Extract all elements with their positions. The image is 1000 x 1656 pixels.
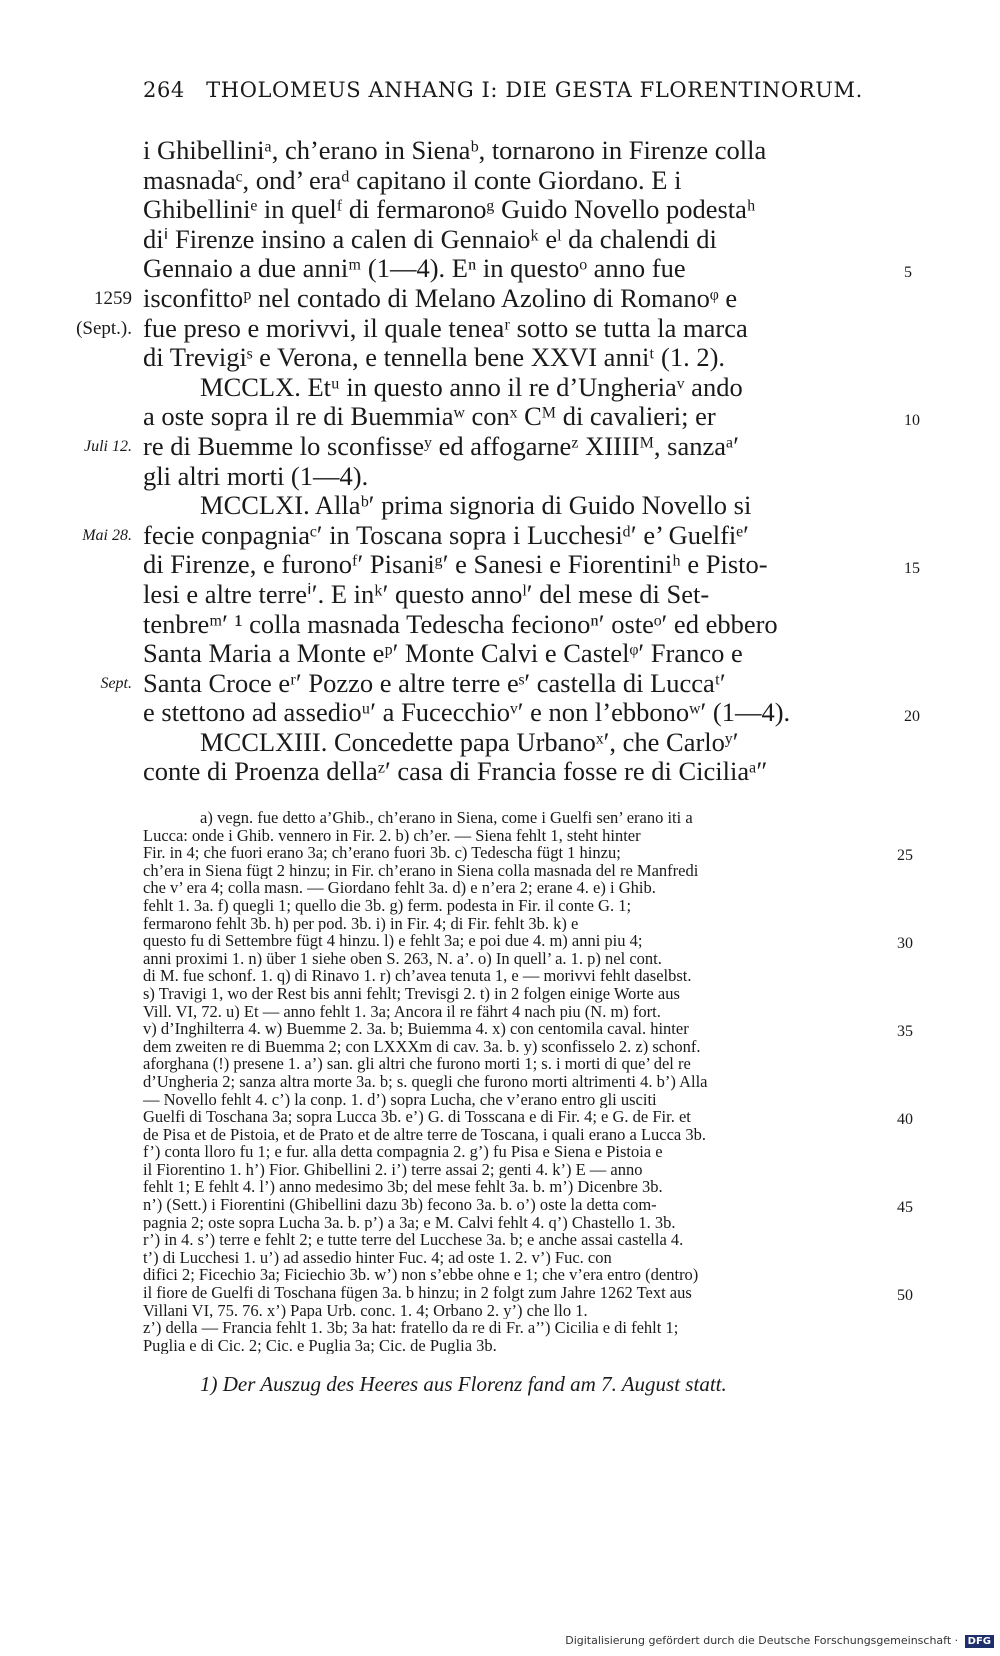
line-text: fehlt 1. 3a. f) quegli 1; quello die 3b. g) ferm. podesta in Fir. il conte G. 1; [143, 896, 632, 915]
line-number: 40 [897, 1111, 913, 1129]
line-text: Santa Maria a Monte eᵖ′ Monte Calvi e Castelᵠ′ Franco e [143, 639, 743, 669]
line-text: che v’ era 4; colla masn. — Giordano fehlt 3a. d) e n’era 2; erane 4. e) i Ghib. [143, 879, 656, 897]
line-number: 50 [897, 1287, 913, 1305]
text-line [0, 432, 1000, 462]
apparatus-line [0, 1108, 1000, 1129]
line-text: e stettono ad assedioᵘ′ a Fucecchioᵛ′ e non l’ebbonoʷ′ (1—4). [143, 698, 791, 728]
line-text: r’) in 4. s’) terre e fehlt 2; e tutte terre del Lucchese 3a. b; e anche assai castella 4. [143, 1231, 684, 1249]
apparatus-line [0, 862, 1000, 880]
line-text: conte di Proenza dellaᶻ′ casa di Francia fosse re di Ciciliaᵃ″ [143, 757, 768, 787]
apparatus-line [0, 1214, 1000, 1232]
line-text: fehlt 1; E fehlt 4. l’) anno medesimo 3b; del mese fehlt 3a. b. m’) Dicenbre 3b. [143, 1178, 663, 1197]
apparatus-line [0, 1284, 1000, 1305]
line-text: s) Travigi 1, wo der Rest bis anni fehlt; Trevisgi 2. t) in 2 folgen einige Worte aus [143, 984, 680, 1003]
text-line [0, 166, 1000, 196]
apparatus-line [0, 1091, 1000, 1109]
apparatus-line [0, 1266, 1000, 1284]
text-line [0, 402, 1000, 432]
line-text: Puglia e di Cic. 2; Cic. e Puglia 3a; Cic. de Puglia 3b. [143, 1336, 497, 1355]
text-line [0, 669, 1000, 699]
margin-date: Sept. [100, 674, 132, 692]
text-line [0, 284, 1000, 314]
margin-date: (Sept.). [76, 317, 132, 339]
line-number: 5 [904, 264, 912, 282]
line-text: aforghana (!) presene 1. a’) san. gli altri che furono morti 1; s. i morti di que’ del re [143, 1055, 691, 1073]
text-line [0, 136, 1000, 166]
line-text: Guelfi di Toschana 3a; sopra Lucca 3b. e’) G. di Tosscana e di Fir. 4; e G. de Fir. et [143, 1108, 691, 1126]
text-line [0, 314, 1000, 344]
line-text: Lucca: onde i Ghib. vennero in Fir. 2. b) ch’er. — Siena fehlt 1, steht hinter [143, 826, 641, 845]
line-text: t’) di Lucchesi 1. u’) ad assedio hinter Fuc. 4; ad oste 1. 2. v’) Fuc. con [143, 1248, 612, 1267]
apparatus-line [0, 809, 1000, 827]
line-text: z’) della — Francia fehlt 1. 3b; 3a hat: fratello da re di Fr. a’’) Cicilia e di fehlt 1; [143, 1319, 679, 1337]
text-line [0, 757, 1000, 787]
apparatus-line [0, 1161, 1000, 1179]
apparatus-line [0, 915, 1000, 933]
text-line [0, 580, 1000, 610]
text-line [0, 521, 1000, 551]
text-line [0, 343, 1000, 373]
line-text: fecie conpagniaᶜ′ in Toscana sopra i Lucchesiᵈ′ e’ Guelfiᵉ′ [143, 520, 749, 550]
text-line [0, 550, 1000, 580]
text-line [0, 610, 1000, 640]
line-text: il Fiorentino 1. h’) Fior. Ghibellini 2. i’) terre assai 2; genti 4. k’) E — anno [143, 1160, 643, 1179]
main-text-block [0, 136, 1000, 787]
critical-apparatus [0, 809, 1000, 1354]
line-text: Ghibelliniᵉ in quelᶠ di fermaronoᵍ Guido Novello podestaʰ [143, 195, 756, 225]
apparatus-line [0, 1319, 1000, 1337]
margin-date: Juli 12. [84, 437, 132, 455]
line-number: 30 [897, 935, 913, 953]
line-text: masnadaᶜ, ond’ eraᵈ capitano il conte Giordano. E i [143, 165, 682, 195]
apparatus-line [0, 1249, 1000, 1267]
line-text: ch’era in Siena fügt 2 hinzu; in Fir. ch’erano in Siena colla masnada del re Manfredi [143, 861, 699, 880]
dfg-logo: DFG [965, 1635, 994, 1648]
line-text: a oste sopra il re di Buemmiaʷ conˣ Cᴹ di cavalieri; er [143, 402, 716, 432]
line-text: difici 2; Ficechio 3a; Ficiechio 3b. w’) non s’ebbe ohne e 1; che v’era entro (dentro) [143, 1266, 699, 1285]
apparatus-line [0, 932, 1000, 953]
credit-text: Digitalisierung gefördert durch die Deutsche Forschungsgemeinschaft · [565, 1634, 959, 1647]
line-number: 15 [904, 560, 920, 578]
apparatus-line [0, 1302, 1000, 1320]
apparatus-line [0, 897, 1000, 915]
line-text: gli altri morti (1—4). [143, 461, 369, 491]
margin-date: 1259 [94, 287, 132, 309]
line-text: di Trevigiˢ e Verona, e tennella bene XXVI anniᵗ (1. 2). [143, 343, 726, 373]
line-text: anni proximi 1. n) über 1 siehe oben S. 263, N. a’. o) In quell’ a. 1. p) nel cont. [143, 949, 662, 968]
line-text: i Ghibelliniᵃ, ch’erano in Sienaᵇ, tornarono in Firenze colla [143, 136, 767, 165]
line-text: fermarono fehlt 3b. h) per pod. 3b. i) in Fir. 4; di Fir. fehlt 3b. k) e [143, 914, 579, 933]
text-line [0, 728, 1000, 758]
text-line [0, 195, 1000, 225]
line-number: 20 [904, 708, 920, 726]
line-text: questo fu di Settembre fügt 4 hinzu. l) e fehlt 3a; e poi due 4. m) anni piu 4; [143, 932, 643, 950]
text-line [0, 254, 1000, 284]
line-text: Santa Croce eʳ′ Pozzo e altre terre eˢ′ castella di Luccaᵗ′ [143, 668, 726, 698]
digitization-credit [565, 1634, 994, 1648]
apparatus-line [0, 1055, 1000, 1073]
text-line [0, 698, 1000, 728]
text-line [0, 491, 1000, 521]
line-text: v) d’Inghilterra 4. w) Buemme 2. 3a. b; Buiemma 4. x) con centomila caval. hinter [143, 1020, 689, 1038]
line-text: d’Ungheria 2; sanza altra morte 3a. b; s. quegli che furono morti altrimenti 4. b’) Alla [143, 1072, 708, 1091]
apparatus-line [0, 1143, 1000, 1161]
line-number: 35 [897, 1023, 913, 1041]
apparatus-line [0, 844, 1000, 865]
apparatus-line [0, 1126, 1000, 1144]
apparatus-line [0, 1020, 1000, 1041]
text-line [0, 639, 1000, 669]
apparatus-line [0, 1196, 1000, 1217]
line-text: il fiore de Guelfi di Toschana fügen 3a. b hinzu; in 2 folgt zum Jahre 1262 Text aus [143, 1284, 692, 1302]
apparatus-line [0, 967, 1000, 985]
apparatus-line [0, 985, 1000, 1003]
line-text: Vill. VI, 72. u) Et — anno fehlt 1. 3a; Ancora il re fährt 4 nach piu (N. m) fort. [143, 1002, 661, 1021]
line-text: pagnia 2; oste sopra Lucha 3a. b. p’) a 3a; e M. Calvi fehlt 4. q’) Chastello 1. 3b. [143, 1213, 676, 1232]
line-text: di Firenze, e furonoᶠ′ Pisaniᵍ′ e Sanesi e Fiorentiniʰ e Pisto- [143, 550, 768, 580]
line-text: diⁱ Firenze insino a calen di Gennaioᵏ eˡ da chalendi di [143, 224, 717, 254]
margin-date: Mai 28. [82, 526, 132, 544]
line-text: Gennaio a due anniᵐ (1—4). Eⁿ in questoᵒ anno fue [143, 254, 686, 284]
line-text: tenbreᵐ′ ¹ colla masnada Tedescha fecionoⁿ′ osteᵒ′ ed ebbero [143, 609, 778, 639]
text-line [0, 373, 1000, 403]
apparatus-line [0, 950, 1000, 968]
apparatus-line [0, 1178, 1000, 1196]
line-text: fue preso e morivvi, il quale teneaʳ sotto se tutta la marca [143, 313, 748, 343]
line-number: 25 [897, 847, 913, 865]
line-text: Fir. in 4; che fuori erano 3a; ch’erano fuori 3b. c) Tedescha fügt 1 hinzu; [143, 844, 621, 862]
line-text: re di Buemme lo sconfisseʸ ed affogarneᶻ XIIIIᴹ, sanzaᵃ′ [143, 431, 740, 461]
apparatus-line [0, 827, 1000, 845]
line-text: lesi e altre terreⁱ′. E inᵏ′ questo annoˡ′ del mese di Set- [143, 579, 710, 609]
line-text: n’) (Sett.) i Fiorentini (Ghibellini dazu 3b) fecono 3a. b. o’) oste la detta com- [143, 1196, 657, 1214]
line-text: di M. fue schonf. 1. q) di Rinavo 1. r) ch’avea tenuta 1, e — morivvi fehlt daselbst. [143, 967, 692, 985]
line-text: a) vegn. fue detto a’Ghib., ch’erano in Siena, come i Guelfi sen’ erano iti a [200, 809, 693, 827]
line-text: MCCLX. Etᵘ in questo anno il re d’Ungheriaᵛ ando [200, 372, 743, 402]
line-number: 45 [897, 1199, 913, 1217]
line-text: dem zweiten re di Buemma 2; con LXXXm di cav. 3a. b. y) sconfisselo 2. z) schonf. [143, 1037, 701, 1056]
apparatus-line [0, 1003, 1000, 1021]
page-number: 264 [143, 78, 185, 102]
running-header [143, 78, 888, 102]
line-text: Villani VI, 75. 76. x’) Papa Urb. conc. 1. 4; Orbano 2. y’) che llo 1. [143, 1301, 588, 1320]
line-text: MCCLXI. Allaᵇ′ prima signoria di Guido Novello si [200, 491, 752, 521]
line-text: f’) conta lloro fu 1; e fur. alla detta compagnia 2. g’) fu Pisa e Siena e Pistoia e [143, 1143, 663, 1161]
running-title: THOLOMEUS ANHANG I: DIE GESTA FLORENTINORUM. [206, 78, 863, 102]
line-text: MCCLXIII. Concedette papa Urbanoˣ′, che Carloʸ′ [200, 727, 739, 757]
line-text: de Pisa et de Pistoia, et de Prato et de altre terre de Toscana, i quali erano a Lucca 3b. [143, 1125, 706, 1144]
apparatus-line [0, 1231, 1000, 1249]
apparatus-line [0, 1073, 1000, 1091]
line-text: — Novello fehlt 4. c’) la conp. 1. d’) sopra Lucha, che v’erano entro gli usciti [143, 1090, 657, 1109]
line-number: 10 [904, 412, 920, 430]
line-text: isconfittoᵖ nel contado di Melano Azolino di Romanoᵠ e [143, 283, 738, 313]
footnote: 1) Der Auszug des Heeres aus Florenz fand am 7. August statt. [200, 1372, 727, 1396]
apparatus-line [0, 879, 1000, 897]
text-line [0, 462, 1000, 492]
apparatus-line [0, 1337, 1000, 1355]
text-line [0, 225, 1000, 255]
apparatus-line [0, 1038, 1000, 1056]
